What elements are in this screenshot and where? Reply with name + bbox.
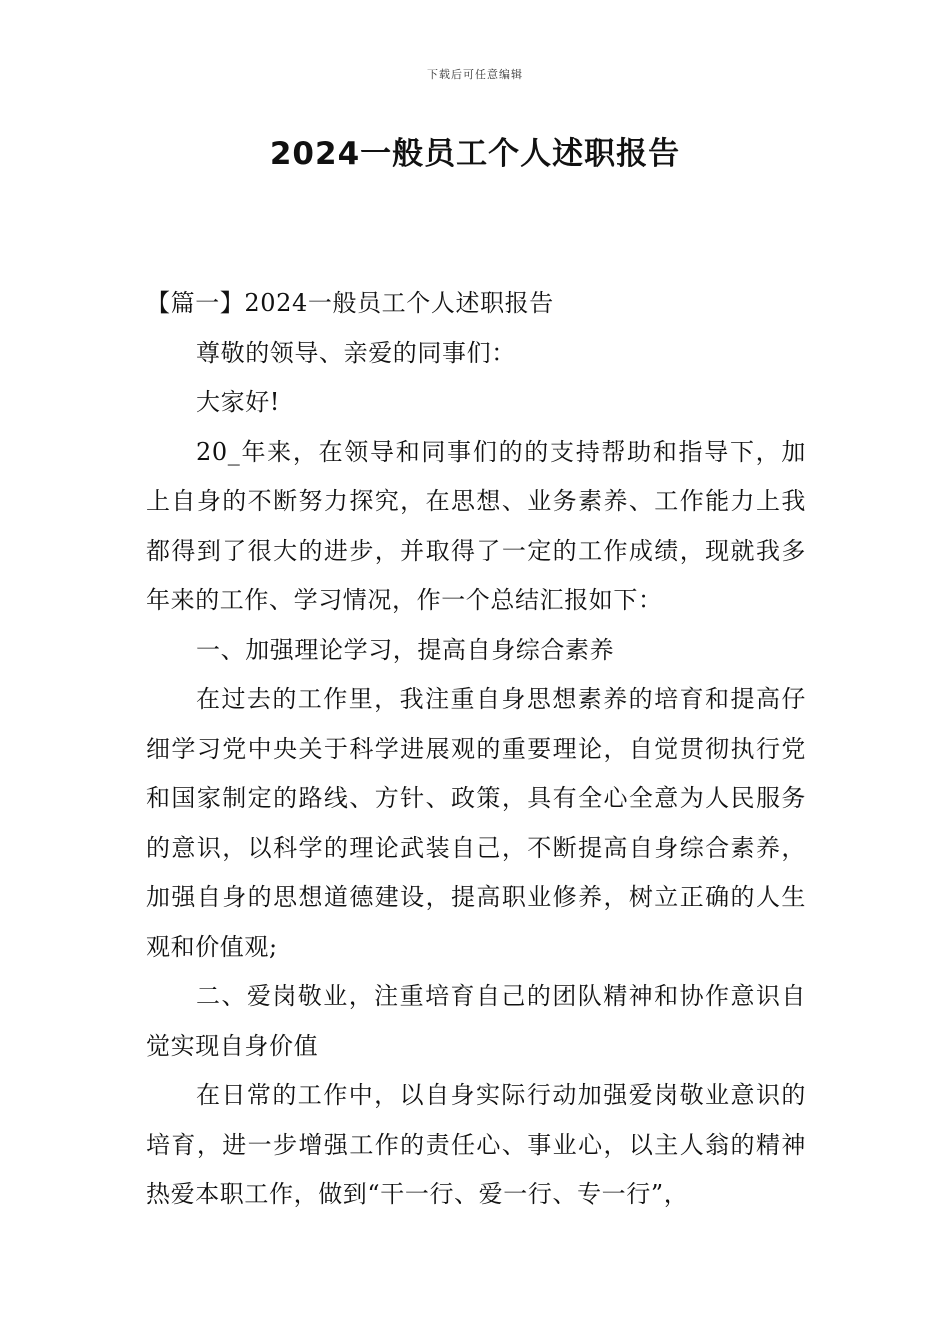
section-heading: 【篇一】2024一般员工个人述职报告 bbox=[146, 289, 554, 317]
subsection-heading: 二、爱岗敬业，注重培育自己的团队精神和协作意识自觉实现自身价值 bbox=[146, 982, 806, 1060]
document-title: 2024一般员工个人述职报告 bbox=[269, 136, 681, 172]
body-paragraph: 20_年来，在领导和同事们的的支持帮助和指导下，加上自身的不断努力探究，在思想、业务素养、工作能力上我都得到了很大的进步，并取得了一定的工作成绩，现就我多年来的工作、学习情况，作一个总结汇报如下： bbox=[146, 437, 806, 614]
header-note: 下载后可任意编辑 bbox=[427, 68, 523, 81]
subsection-heading: 一、加强理论学习，提高自身综合素养 bbox=[196, 635, 615, 664]
salutation: 尊敬的领导、亲爱的同事们： bbox=[196, 338, 516, 367]
body-paragraph: 在过去的工作里，我注重自身思想素养的培育和提高仔细学习党中央关于科学进展观的重要理论，自觉贯彻执行党和国家制定的路线、方针、政策，具有全心全意为人民服务的意识，以科学的理论武装自己，不断提高自身综合素养，加强自身的思想道德建设，提高职业修养，树立正确的人生观和价值观; bbox=[146, 685, 806, 961]
body-paragraph: 在日常的工作中，以自身实际行动加强爱岗敬业意识的培育，进一步增强工作的责任心、事业心，以主人翁的精神热爱本职工作，做到“干一行、爱一行、专一行”， bbox=[146, 1081, 806, 1208]
document-body bbox=[146, 279, 806, 1220]
greeting: 大家好! bbox=[196, 388, 281, 416]
